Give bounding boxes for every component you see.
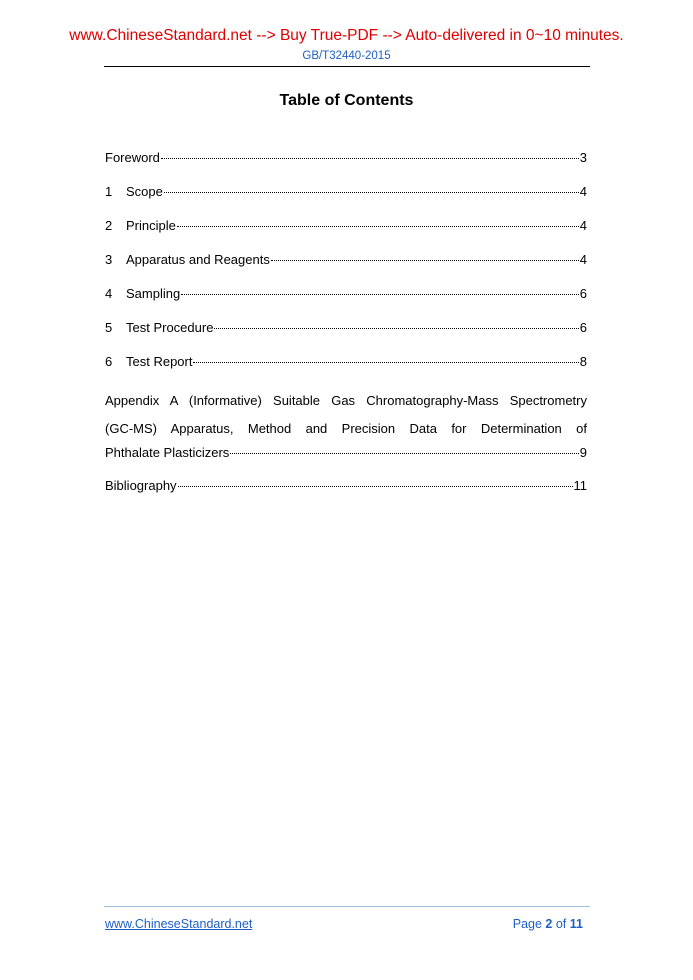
toc-entry-number: 4 [105, 286, 113, 301]
page-prefix: Page [512, 917, 542, 931]
dot-leader [271, 260, 579, 261]
toc-entry-number: 5 [105, 320, 113, 335]
dot-leader [193, 362, 578, 363]
toc-entry-label: Scope [126, 184, 163, 199]
dot-leader [178, 486, 573, 487]
toc-entry-page: 6 [579, 320, 587, 335]
toc-entry-label: Appendix A (Informative) Suitable Gas Chromatography-Mass Spectrometry [105, 393, 587, 408]
toc-entry-principle[interactable] [105, 217, 587, 251]
toc-entry-number: 2 [105, 218, 113, 233]
toc-entry-number: 6 [105, 354, 113, 369]
toc-entry-label: Test Report [126, 354, 193, 369]
toc-entry-label: Principle [126, 218, 176, 233]
toc-entry-label: Test Procedure [126, 320, 214, 335]
toc-entry-number: 3 [105, 252, 113, 267]
page-number [513, 917, 583, 931]
footer-website-link[interactable]: www.ChineseStandard.net [105, 917, 253, 931]
header-divider [104, 66, 590, 67]
table-of-contents [105, 149, 587, 511]
toc-entry-page: 4 [579, 184, 587, 199]
page-current: 2 [545, 917, 553, 931]
toc-entry-bibliography[interactable] [105, 477, 587, 511]
dot-leader [214, 328, 578, 329]
toc-entry-page: 11 [573, 478, 587, 493]
toc-entry-label: Sampling [126, 286, 181, 301]
purchase-banner[interactable]: www.ChineseStandard.net --> Buy True-PDF --> Auto-delivered in 0~10 minutes. [69, 27, 624, 44]
page-of: of [555, 917, 567, 931]
dot-leader [164, 192, 579, 193]
toc-entry-page: 3 [579, 150, 587, 165]
toc-entry-scope[interactable] [105, 183, 587, 217]
toc-entry-appendix-a[interactable] [105, 387, 587, 463]
dot-leader [181, 294, 579, 295]
dot-leader [230, 453, 578, 454]
toc-entry-apparatus-and-reagents[interactable] [105, 251, 587, 285]
standard-number: GB/T32440-2015 [302, 50, 391, 62]
toc-entry-test-procedure[interactable] [105, 319, 587, 353]
toc-entry-label: Phthalate Plasticizers [105, 445, 230, 460]
toc-entry-page: 6 [579, 286, 587, 301]
toc-entry-foreword[interactable] [105, 149, 587, 183]
dot-leader [177, 226, 579, 227]
footer-divider [104, 906, 590, 907]
toc-entry-test-report[interactable] [105, 353, 587, 387]
toc-entry-page: 8 [579, 354, 587, 369]
toc-entry-page: 4 [579, 252, 587, 267]
toc-entry-number: 1 [105, 184, 113, 199]
toc-entry-page: 9 [579, 445, 587, 460]
toc-entry-label: (GC-MS) Apparatus, Method and Precision Data for Determination of [105, 421, 587, 436]
toc-entry-label: Foreword [105, 150, 160, 165]
dot-leader [161, 158, 579, 159]
toc-entry-sampling[interactable] [105, 285, 587, 319]
page-total: 11 [569, 917, 583, 931]
toc-entry-label: Bibliography [105, 478, 177, 493]
toc-entry-page: 4 [579, 218, 587, 233]
page-title: Table of Contents [279, 92, 414, 109]
toc-entry-label: Apparatus and Reagents [126, 252, 270, 267]
